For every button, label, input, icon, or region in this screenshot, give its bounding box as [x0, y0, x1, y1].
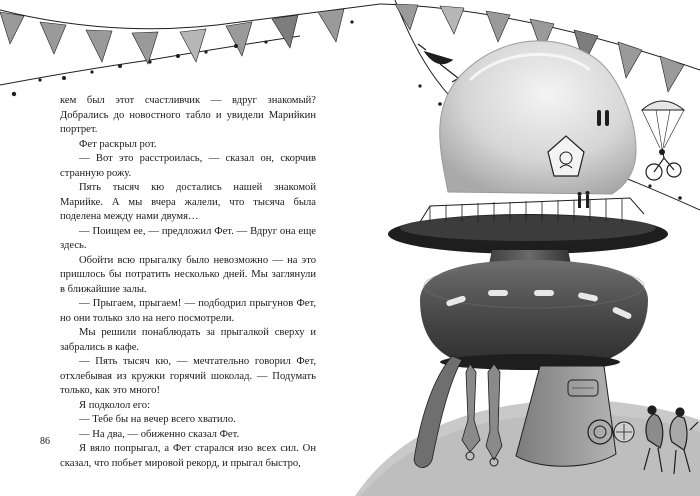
paragraph: Обойти всю прыгалку было невозможно — на это пришлось бы потратить несколько дней. Мы заглянули в ближайшие залы.	[60, 254, 316, 295]
ufo-disc	[388, 191, 668, 254]
gear-icon	[614, 422, 634, 442]
paragraph: Фет раскрыл рот.	[79, 138, 157, 150]
paragraph: Мы решили понаблюдать за прыгалкой сверху и забрались в кафе.	[60, 327, 316, 353]
paragraph: кем был этот счастливчик — вдруг знакомый? Добрались до новостного табло и увидели Марийкин портрет.	[60, 95, 316, 135]
paragraph: Пять тысяч кю достались нашей знакомой Марийке. А мы вчера жалели, что тысяча была поделена между нами двумя…	[60, 182, 316, 222]
bunting-flags-left	[0, 9, 344, 64]
ufo-body	[420, 260, 648, 370]
dome	[440, 41, 636, 194]
paragraph: — Поищем ее, — предложил Фет. — Вдруг она еще здесь.	[60, 225, 316, 251]
page-number: 86	[40, 436, 50, 447]
paragraph: — Прыгаем, прыгаем! — подбодрил прыгунов Фет, но они только зло на него посмотрели.	[60, 298, 316, 324]
parachute-cyclist-icon	[642, 101, 684, 180]
paragraph: — Вот это расстроилась, — сказал он, скорчив странную рожу.	[60, 153, 316, 179]
paragraph: Я подколол его:	[79, 399, 150, 411]
paragraph: — На два, — обиженно сказал Фет.	[79, 428, 240, 440]
paragraph: Я вяло попрыгал, а Фет старался изо всех сил. Он сказал, что побьет мировой рекорд, и прыгал быстро,	[60, 443, 316, 469]
paragraph: — Пять тысяч кю, — мечтательно говорил Фет, отхлебывая из кружки горячий шоколад. — Подумать только, как это много!	[60, 356, 316, 396]
paragraph: — Тебе бы на вечер всего хватило.	[79, 414, 236, 425]
